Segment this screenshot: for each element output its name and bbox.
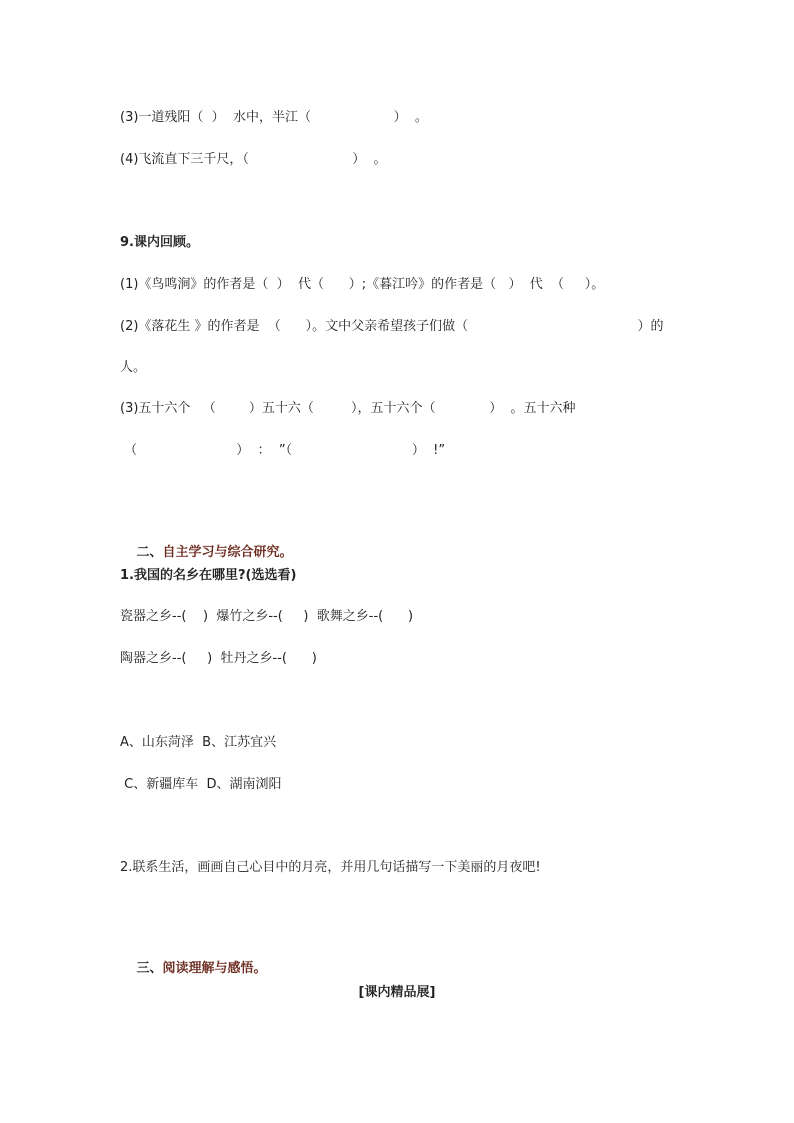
section-3-number: 三、 [136, 961, 163, 976]
question-1-heading: 1.我国的名乡在哪里?(选选看) [120, 568, 297, 583]
question-9-2: (2)《落花生 》的作者是 （ ）。文中父亲希望孩子们做（ ）的 [120, 319, 664, 334]
options-row-2: C、新疆库车 D、湖南浏阳 [120, 777, 282, 792]
question-9-3-continued: （ ） ： ”（ ） !” [120, 443, 446, 458]
question-9-2-continued: 人。 [120, 360, 147, 375]
section-subtitle: [课内精品展] [358, 985, 436, 1000]
question-1-row-1: 瓷器之乡--( ) 爆竹之乡--( ) 歌舞之乡--( ) [120, 609, 414, 624]
options-row-1: A、山东菏泽 B、江苏宜兴 [120, 735, 277, 750]
question-9-3: (3)五十六个 （ ）五十六（ ），五十六个（ ） 。五十六种 [120, 401, 576, 416]
section-2-number: 二、 [136, 545, 163, 560]
question-line-4: (4)飞流直下三千尺，（ ） 。 [120, 152, 387, 167]
section-3-title: 阅读理解与感悟。 [162, 961, 267, 976]
section-2-title: 自主学习与综合研究。 [162, 545, 293, 560]
question-9-1: (1)《鸟鸣涧》的作者是（ ） 代（ ）;《暮江吟》的作者是（ ） 代 （ ）。 [120, 277, 605, 292]
question-1-row-2: 陶器之乡--( ) 牡丹之乡--( ) [120, 651, 317, 666]
question-2: 2.联系生活，画画自己心目中的月亮，并用几句话描写一下美丽的月夜吧! [120, 860, 541, 875]
question-line-3: (3)一道残阳（ ） 水中，半江（ ） 。 [120, 110, 428, 125]
question-9-heading: 9.课内回顾。 [120, 235, 199, 250]
